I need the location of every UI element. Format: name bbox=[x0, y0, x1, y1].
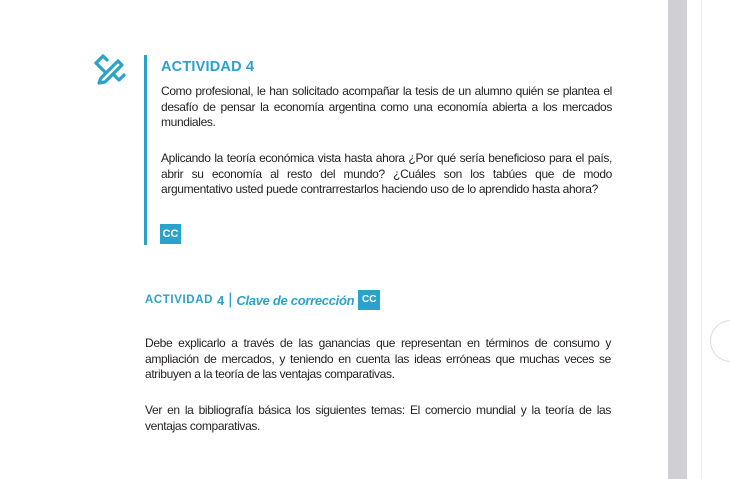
correction-cc-badge: CC bbox=[358, 290, 380, 310]
activity-paragraph-1: Como profesional, le han solicitado acompañar la tesis de un alumno quién se plantea el desafío de pensar la economía argentina como una economía abierta a los mercados mundiales. bbox=[161, 84, 612, 130]
correction-paragraph-2: Ver en la bibliografía básica los siguientes temas: El comercio mundial y la teoría de las ventajas comparativas. bbox=[145, 403, 611, 433]
activity-paragraph-2: Aplicando la teoría económica vista hasta ahora ¿Por qué sería beneficioso para el país, abrir su economía al resto del mundo? ¿Cuáles son los tabúes que de modo argumentativo usted puede contrarrestarlos haciendo uso de lo aprendido hasta ahora? bbox=[161, 151, 612, 197]
correction-paragraph-1: Debe explicarlo a través de las ganancias que representan en términos de consumo y ampliación de mercados, y teniendo en cuenta las ideas erróneas que muchas veces se atribuyen a la teoría de las ventajas comparativas. bbox=[145, 336, 611, 382]
activity-title: ACTIVIDAD 4 bbox=[161, 59, 255, 75]
activity-left-bar bbox=[144, 55, 147, 245]
scrollbar-track[interactable] bbox=[668, 0, 687, 479]
side-panel bbox=[687, 0, 730, 479]
cc-badge: CC bbox=[160, 224, 181, 244]
heading-separator: | bbox=[228, 291, 233, 308]
side-panel-divider bbox=[701, 0, 702, 479]
pencil-ruler-icon bbox=[92, 52, 128, 88]
correction-key-subtitle: Clave de corrección bbox=[236, 292, 355, 308]
correction-key-number: 4 bbox=[217, 292, 225, 308]
correction-key-label: ACTIVIDAD bbox=[145, 294, 214, 306]
correction-key-heading bbox=[145, 290, 380, 310]
